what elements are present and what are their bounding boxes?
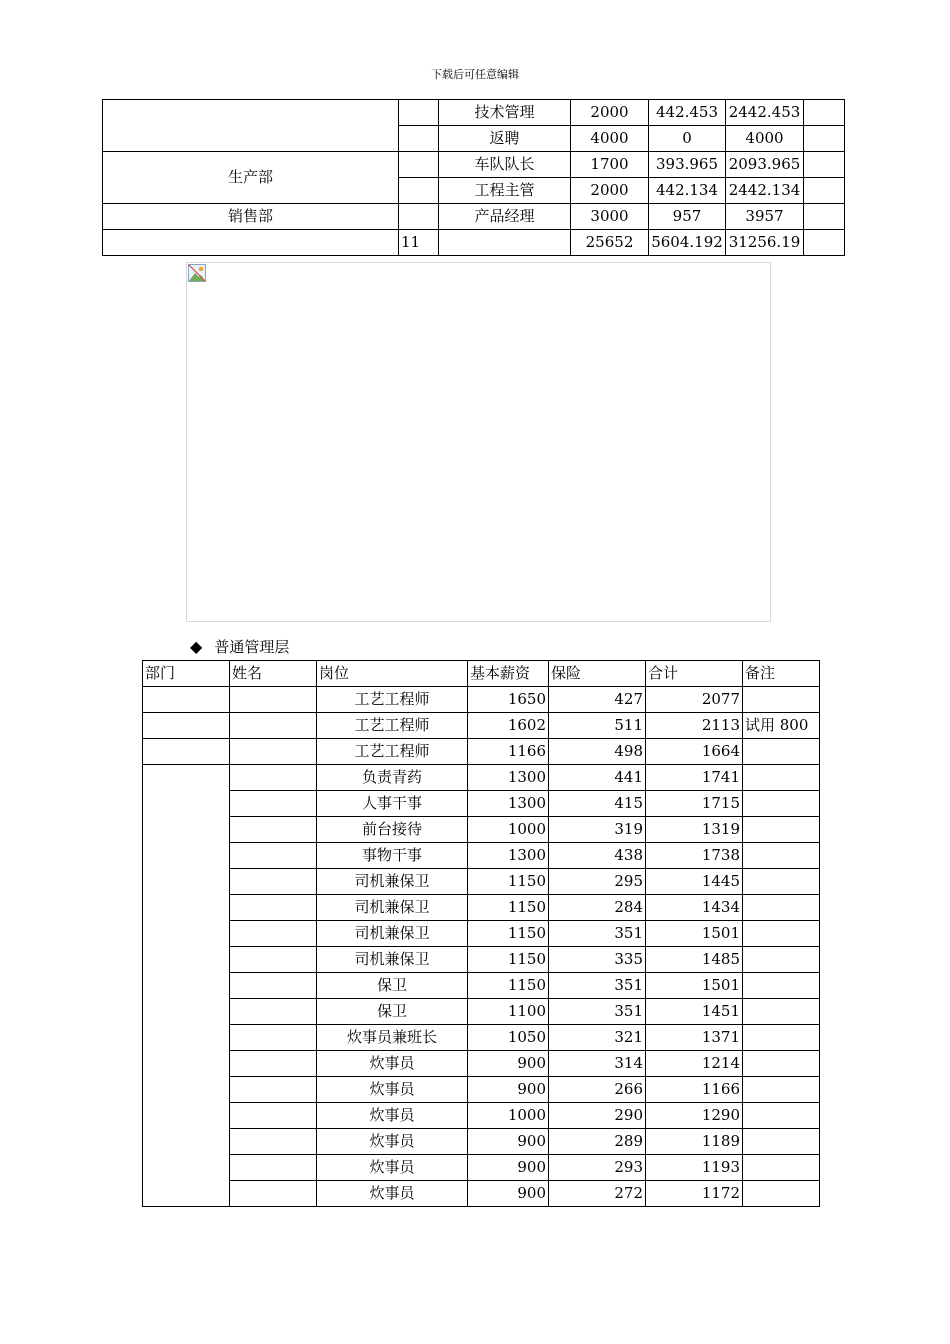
insurance-cell: 290	[549, 1103, 646, 1129]
note-cell: 试用 800	[743, 713, 820, 739]
base-cell: 4000	[571, 126, 649, 152]
note-cell	[804, 204, 845, 230]
total-cell: 1189	[646, 1129, 743, 1155]
note-cell	[743, 1051, 820, 1077]
base-cell: 3000	[571, 204, 649, 230]
table-row	[143, 1051, 820, 1077]
insurance-cell: 351	[549, 973, 646, 999]
base-cell: 1050	[468, 1025, 549, 1051]
name-cell	[230, 999, 317, 1025]
position-cell: 炊事员	[317, 1077, 468, 1103]
table-row	[143, 1181, 820, 1207]
table-row	[143, 713, 820, 739]
dept-cell	[143, 687, 230, 713]
total-cell: 2093.965	[726, 152, 804, 178]
insurance-cell: 314	[549, 1051, 646, 1077]
table-row	[143, 1155, 820, 1181]
insurance-cell: 351	[549, 999, 646, 1025]
header-insurance: 保险	[549, 661, 646, 687]
base-cell: 1150	[468, 895, 549, 921]
base-cell: 1300	[468, 791, 549, 817]
header-position: 岗位	[317, 661, 468, 687]
count-cell	[399, 204, 439, 230]
name-cell	[230, 973, 317, 999]
table-row-total	[103, 230, 845, 256]
position-cell: 炊事员	[317, 1181, 468, 1207]
base-cell: 1300	[468, 843, 549, 869]
total-cell: 3957	[726, 204, 804, 230]
total-cell: 1451	[646, 999, 743, 1025]
section-heading	[190, 637, 289, 657]
base-cell: 1650	[468, 687, 549, 713]
insurance-cell: 266	[549, 1077, 646, 1103]
base-cell: 900	[468, 1051, 549, 1077]
base-cell: 900	[468, 1129, 549, 1155]
position-cell: 工艺工程师	[317, 713, 468, 739]
count-cell: 11	[399, 230, 439, 256]
position-cell: 炊事员	[317, 1155, 468, 1181]
insurance-cell: 427	[549, 687, 646, 713]
base-cell: 900	[468, 1077, 549, 1103]
base-cell: 1150	[468, 947, 549, 973]
table-row	[143, 739, 820, 765]
dept-cell	[103, 100, 399, 152]
base-cell: 900	[468, 1181, 549, 1207]
name-cell	[230, 765, 317, 791]
dept-cell	[143, 765, 230, 1207]
total-cell: 1214	[646, 1051, 743, 1077]
total-cell: 2113	[646, 713, 743, 739]
name-cell	[230, 1077, 317, 1103]
name-cell	[230, 713, 317, 739]
note-cell	[743, 1077, 820, 1103]
note-cell	[743, 1155, 820, 1181]
table-row	[143, 1077, 820, 1103]
position-cell: 工艺工程师	[317, 739, 468, 765]
note-cell	[743, 973, 820, 999]
position-cell: 司机兼保卫	[317, 869, 468, 895]
insurance-cell: 351	[549, 921, 646, 947]
name-cell	[230, 1129, 317, 1155]
note-cell	[804, 100, 845, 126]
table-row	[143, 895, 820, 921]
position-cell: 炊事员	[317, 1129, 468, 1155]
total-cell: 1501	[646, 921, 743, 947]
total-cell: 4000	[726, 126, 804, 152]
total-cell: 1485	[646, 947, 743, 973]
section-title-text: 普通管理层	[214, 638, 290, 656]
insurance-cell: 284	[549, 895, 646, 921]
insurance-cell: 442.134	[649, 178, 726, 204]
note-cell	[743, 687, 820, 713]
total-cell: 1664	[646, 739, 743, 765]
count-cell	[399, 100, 439, 126]
base-cell: 2000	[571, 100, 649, 126]
broken-image-icon	[188, 264, 206, 282]
table-row	[103, 204, 845, 230]
name-cell	[230, 947, 317, 973]
position-cell: 炊事员	[317, 1103, 468, 1129]
name-cell	[230, 1155, 317, 1181]
base-cell: 2000	[571, 178, 649, 204]
position-cell: 车队队长	[439, 152, 571, 178]
base-cell: 1000	[468, 1103, 549, 1129]
salary-table-top	[102, 99, 845, 256]
diamond-bullet-icon: ◆	[190, 637, 203, 656]
insurance-cell: 441	[549, 765, 646, 791]
note-cell	[743, 1129, 820, 1155]
position-cell: 工艺工程师	[317, 687, 468, 713]
position-cell: 司机兼保卫	[317, 947, 468, 973]
total-cell: 1166	[646, 1077, 743, 1103]
base-cell: 1150	[468, 973, 549, 999]
table-row	[103, 100, 845, 126]
note-cell	[743, 895, 820, 921]
table-row	[143, 1129, 820, 1155]
insurance-cell: 289	[549, 1129, 646, 1155]
image-placeholder	[186, 262, 771, 622]
total-cell: 1193	[646, 1155, 743, 1181]
insurance-cell: 415	[549, 791, 646, 817]
base-cell: 1100	[468, 999, 549, 1025]
name-cell	[230, 739, 317, 765]
insurance-cell: 511	[549, 713, 646, 739]
base-cell: 1150	[468, 921, 549, 947]
position-cell: 司机兼保卫	[317, 895, 468, 921]
total-cell: 1434	[646, 895, 743, 921]
position-cell: 工程主管	[439, 178, 571, 204]
total-cell: 31256.19	[726, 230, 804, 256]
position-cell: 负责青药	[317, 765, 468, 791]
position-cell: 炊事员	[317, 1051, 468, 1077]
insurance-cell: 295	[549, 869, 646, 895]
dept-cell: 销售部	[103, 204, 399, 230]
dept-cell	[103, 230, 399, 256]
base-cell: 1150	[468, 869, 549, 895]
note-cell	[743, 817, 820, 843]
dept-cell: 生产部	[103, 152, 399, 204]
table-row	[143, 921, 820, 947]
position-cell	[439, 230, 571, 256]
base-cell: 25652	[571, 230, 649, 256]
position-cell: 事物干事	[317, 843, 468, 869]
total-cell: 1319	[646, 817, 743, 843]
note-cell	[804, 126, 845, 152]
insurance-cell: 442.453	[649, 100, 726, 126]
position-cell: 司机兼保卫	[317, 921, 468, 947]
total-cell: 2442.134	[726, 178, 804, 204]
table-row	[143, 817, 820, 843]
header-base: 基本薪资	[468, 661, 549, 687]
name-cell	[230, 1025, 317, 1051]
name-cell	[230, 843, 317, 869]
position-cell: 炊事员兼班长	[317, 1025, 468, 1051]
base-cell: 1700	[571, 152, 649, 178]
position-cell: 返聘	[439, 126, 571, 152]
position-cell: 技术管理	[439, 100, 571, 126]
insurance-cell: 498	[549, 739, 646, 765]
insurance-cell: 335	[549, 947, 646, 973]
header-dept: 部门	[143, 661, 230, 687]
position-cell: 前台接待	[317, 817, 468, 843]
note-cell	[743, 999, 820, 1025]
total-cell: 1172	[646, 1181, 743, 1207]
note-cell	[743, 791, 820, 817]
name-cell	[230, 1181, 317, 1207]
header-note: 备注	[743, 661, 820, 687]
note-cell	[743, 947, 820, 973]
position-cell: 保卫	[317, 999, 468, 1025]
table-row	[143, 765, 820, 791]
insurance-cell: 319	[549, 817, 646, 843]
table-row	[143, 1103, 820, 1129]
total-cell: 1371	[646, 1025, 743, 1051]
insurance-cell: 393.965	[649, 152, 726, 178]
name-cell	[230, 817, 317, 843]
total-cell: 1715	[646, 791, 743, 817]
position-cell: 人事干事	[317, 791, 468, 817]
base-cell: 1166	[468, 739, 549, 765]
total-cell: 1290	[646, 1103, 743, 1129]
total-cell: 1501	[646, 973, 743, 999]
note-cell	[743, 1025, 820, 1051]
table-row	[143, 973, 820, 999]
note-cell	[743, 869, 820, 895]
total-cell: 1741	[646, 765, 743, 791]
base-cell: 900	[468, 1155, 549, 1181]
table-row	[143, 791, 820, 817]
note-cell	[743, 1181, 820, 1207]
note-cell	[743, 921, 820, 947]
note-cell	[743, 1103, 820, 1129]
salary-table-general	[142, 660, 820, 1207]
base-cell: 1602	[468, 713, 549, 739]
table-header-row	[143, 661, 820, 687]
insurance-cell: 5604.192	[649, 230, 726, 256]
name-cell	[230, 895, 317, 921]
table-row	[143, 869, 820, 895]
name-cell	[230, 791, 317, 817]
name-cell	[230, 687, 317, 713]
base-cell: 1000	[468, 817, 549, 843]
table-row	[143, 947, 820, 973]
dept-cell	[143, 739, 230, 765]
position-cell: 产品经理	[439, 204, 571, 230]
count-cell	[399, 126, 439, 152]
table-row	[143, 843, 820, 869]
insurance-cell: 438	[549, 843, 646, 869]
total-cell: 1445	[646, 869, 743, 895]
table-row	[143, 999, 820, 1025]
base-cell: 1300	[468, 765, 549, 791]
insurance-cell: 0	[649, 126, 726, 152]
total-cell: 1738	[646, 843, 743, 869]
count-cell	[399, 152, 439, 178]
name-cell	[230, 869, 317, 895]
note-cell	[743, 739, 820, 765]
table-row	[143, 687, 820, 713]
header-name: 姓名	[230, 661, 317, 687]
note-cell	[804, 152, 845, 178]
name-cell	[230, 1103, 317, 1129]
note-cell	[743, 843, 820, 869]
insurance-cell: 957	[649, 204, 726, 230]
count-cell	[399, 178, 439, 204]
table-row	[143, 1025, 820, 1051]
dept-cell	[143, 713, 230, 739]
table-row	[103, 152, 845, 178]
name-cell	[230, 1051, 317, 1077]
header-total: 合计	[646, 661, 743, 687]
page-header: 下载后可任意编辑	[431, 68, 519, 81]
insurance-cell: 272	[549, 1181, 646, 1207]
note-cell	[804, 230, 845, 256]
note-cell	[743, 765, 820, 791]
note-cell	[804, 178, 845, 204]
name-cell	[230, 921, 317, 947]
total-cell: 2442.453	[726, 100, 804, 126]
insurance-cell: 293	[549, 1155, 646, 1181]
position-cell: 保卫	[317, 973, 468, 999]
insurance-cell: 321	[549, 1025, 646, 1051]
total-cell: 2077	[646, 687, 743, 713]
